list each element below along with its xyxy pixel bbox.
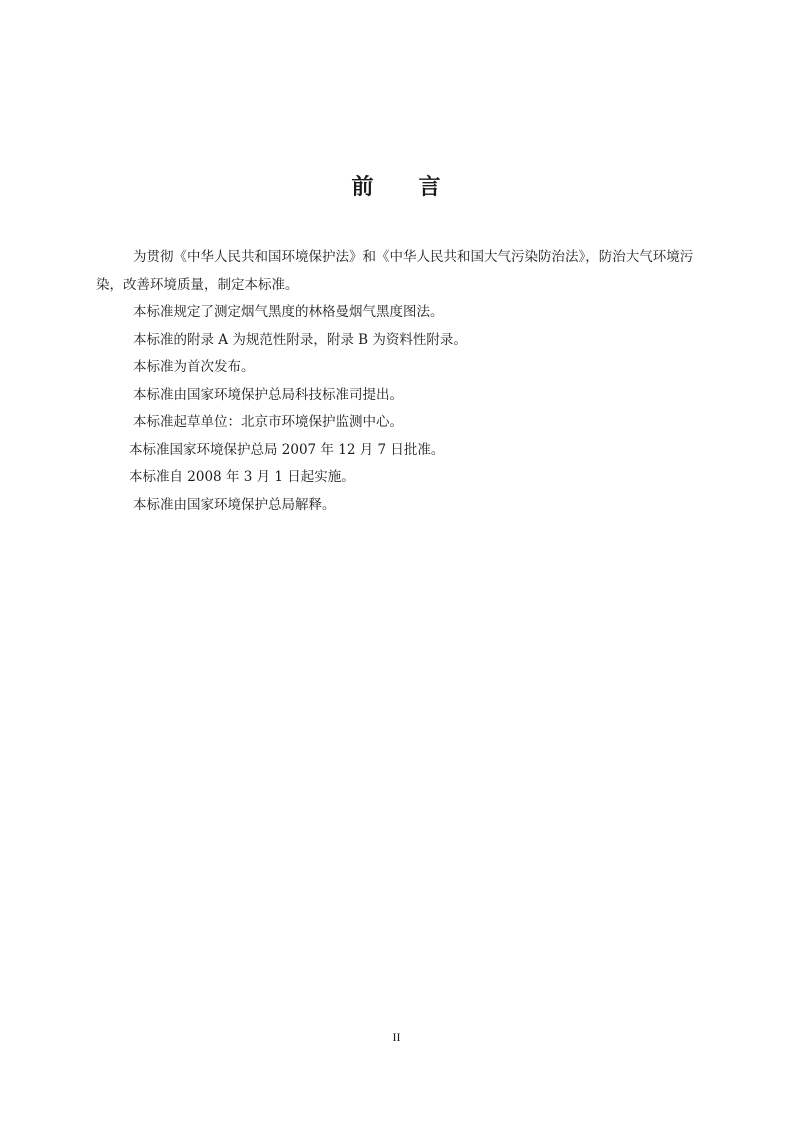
page-number: II bbox=[392, 1030, 401, 1044]
paragraph-approval: 本标准国家环境保护总局 2007 年 12 月 7 日批准。 bbox=[129, 441, 445, 458]
paragraph-interpretation: 本标准由国家环境保护总局解释。 bbox=[133, 496, 336, 513]
page-title bbox=[0, 170, 793, 201]
paragraph-scope: 本标准规定了测定烟气黑度的林格曼烟气黑度图法。 bbox=[133, 304, 444, 320]
preface-body bbox=[96, 244, 720, 519]
paragraph-proposer: 本标准由国家环境保护总局科技标准司提出。 bbox=[133, 386, 403, 403]
title-right-char: 言 bbox=[418, 174, 442, 200]
paragraph-first-release: 本标准为首次发布。 bbox=[133, 359, 255, 375]
title-left-char: 前 bbox=[351, 174, 375, 200]
paragraph-purpose: 为贯彻《中华人民共和国环境保护法》和《中华人民共和国大气污染防治法》，防治大气环境污染，改善环境质量，制定本标准。 bbox=[96, 249, 694, 293]
paragraph-appendix: 本标准的附录 A 为规范性附录，附录 B 为资料性附录。 bbox=[133, 331, 467, 348]
paragraph-drafting-unit: 本标准起草单位：北京市环境保护监测中心。 bbox=[133, 414, 403, 430]
paragraph-implementation: 本标准自 2008 年 3 月 1 日起实施。 bbox=[129, 469, 355, 485]
